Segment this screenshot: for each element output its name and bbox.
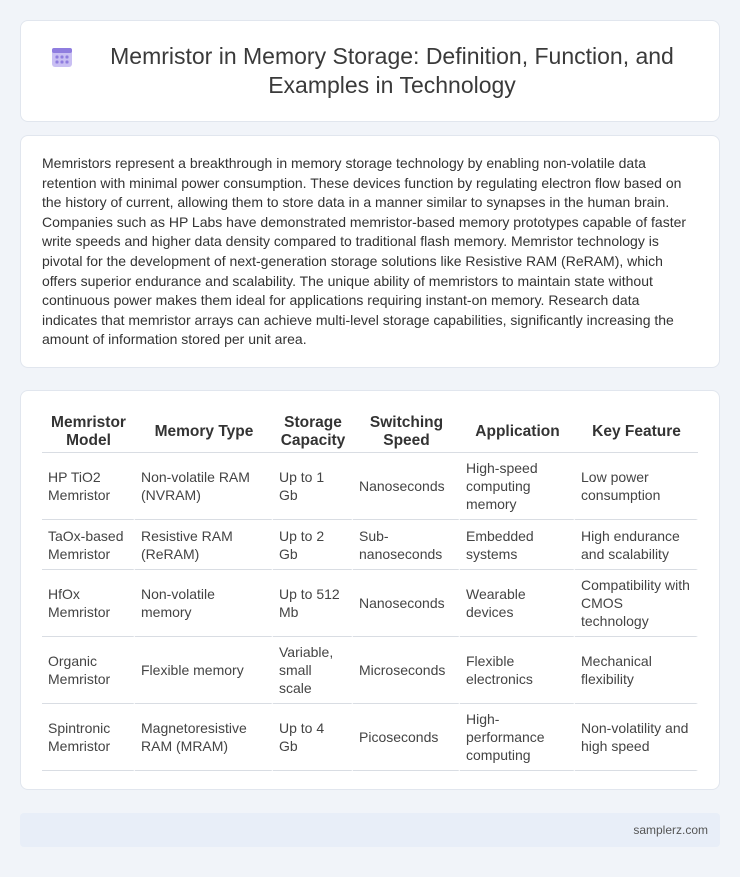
footer-site-link[interactable]: samplerz.com (633, 823, 708, 837)
table-cell: Nanoseconds (353, 570, 460, 637)
table-cell: Microseconds (353, 637, 460, 704)
table-cell: Non-volatility and high speed (575, 704, 698, 771)
table-cell: Spintronic Memristor (42, 704, 135, 771)
table-cell: Up to 1 Gb (273, 453, 353, 520)
table-cell: Mechanical flexibility (575, 637, 698, 704)
column-header: Application (460, 411, 575, 453)
table-cell: Embedded systems (460, 520, 575, 570)
table-cell: Compatibility with CMOS technology (575, 570, 698, 637)
intro-paragraph: Memristors represent a breakthrough in memory storage technology by enabling non-volatile data retention with minimal power consumption. These devices function by regulating electron flow based on the history of current, allowing them to store data in a manner similar to synapses in the human brain. Companies such as HP Labs have demonstrated memristor-based memory prototypes capable of faster write speeds and higher data density compared to traditional flash memory. Memristor technology is pivotal for the development of next-generation storage solutions like Resistive RAM (ReRAM), which offers superior endurance and scalability. The unique ability of memristors to maintain state without continuous power makes them ideal for applications requiring instant-on memory. Research data indicates that memristor arrays can achieve multi-level storage capabilities, significantly increasing the amount of information stored per unit area. (42, 155, 687, 348)
table-cell: Wearable devices (460, 570, 575, 637)
calendar-grid-icon (51, 46, 73, 68)
table-cell: High-speed computing memory (460, 453, 575, 520)
column-header: Key Feature (575, 411, 698, 453)
table-cell: Non-volatile memory (135, 570, 273, 637)
table-cell: Up to 4 Gb (273, 704, 353, 771)
table-row (42, 570, 698, 637)
memristor-table (42, 411, 698, 771)
table-cell: HfOx Memristor (42, 570, 135, 637)
table-cell: Sub-nanoseconds (353, 520, 460, 570)
table-cell: Flexible electronics (460, 637, 575, 704)
table-cell: Up to 2 Gb (273, 520, 353, 570)
page-title: Memristor in Memory Storage: Definition, Function, and Examples in Technology (110, 43, 674, 98)
table-cell: Non-volatile RAM (NVRAM) (135, 453, 273, 520)
table-cell: TaOx-based Memristor (42, 520, 135, 570)
table-row (42, 704, 698, 771)
table-cell: Organic Memristor (42, 637, 135, 704)
table-cell: Low power consumption (575, 453, 698, 520)
table-cell: Magnetoresistive RAM (MRAM) (135, 704, 273, 771)
table-cell: Nanoseconds (353, 453, 460, 520)
table-card (20, 390, 720, 790)
table-row (42, 520, 698, 570)
table-cell: Picoseconds (353, 704, 460, 771)
column-header: Memory Type (135, 411, 273, 453)
column-header: Storage Capacity (273, 411, 353, 453)
table-row (42, 453, 698, 520)
intro-card (20, 135, 720, 368)
table-header-row (42, 411, 698, 453)
table-cell: Resistive RAM (ReRAM) (135, 520, 273, 570)
table-cell: HP TiO2 Memristor (42, 453, 135, 520)
table-row (42, 637, 698, 704)
table-cell: High-performance computing (460, 704, 575, 771)
table-cell: Flexible memory (135, 637, 273, 704)
table-cell: Variable, small scale (273, 637, 353, 704)
footer (20, 813, 720, 847)
column-header: Switching Speed (353, 411, 460, 453)
table-cell: High endurance and scalability (575, 520, 698, 570)
column-header: Memristor Model (42, 411, 135, 453)
table-cell: Up to 512 Mb (273, 570, 353, 637)
header-card (20, 20, 720, 122)
